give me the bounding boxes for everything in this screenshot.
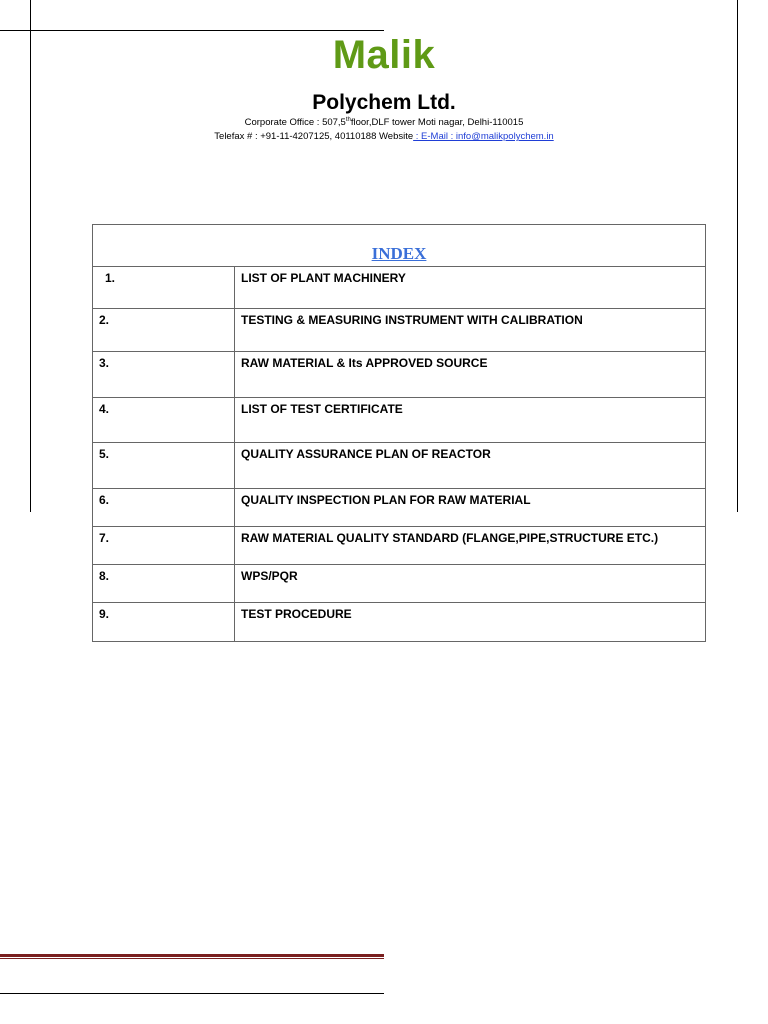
row-title: LIST OF PLANT MACHINERY <box>235 267 706 309</box>
row-number: 6. <box>93 489 235 527</box>
table-row <box>93 527 706 565</box>
footer-rule-thin <box>0 958 384 959</box>
row-number: 5. <box>93 443 235 489</box>
row-number: 8. <box>93 565 235 603</box>
table-row <box>93 565 706 603</box>
contact-line: Telefax # : +91-11-4207125, 40110188 Website : E-Mail : info@malikpolychem.in <box>214 131 554 142</box>
corporate-address: Corporate Office : 507,5thfloor,DLF tower Moti nagar, Delhi-110015 <box>244 116 524 128</box>
index-title-row <box>93 225 706 267</box>
row-title: QUALITY INSPECTION PLAN FOR RAW MATERIAL <box>235 489 706 527</box>
table-row <box>93 489 706 527</box>
brand-logo-text: Malik <box>332 33 436 77</box>
row-number: 4. <box>93 398 235 443</box>
email-link[interactable]: : E-Mail : info@malikpolychem.in <box>413 131 554 142</box>
row-title: WPS/PQR <box>235 565 706 603</box>
table-row <box>93 398 706 443</box>
company-name: Polychem Ltd. <box>312 91 456 114</box>
row-title: TESTING & MEASURING INSTRUMENT WITH CALIBRATION <box>235 309 706 352</box>
address-block <box>0 116 768 144</box>
index-table <box>92 224 706 642</box>
row-number: 2. <box>93 309 235 352</box>
index-heading: INDEX <box>371 244 427 263</box>
header-rule <box>0 30 384 31</box>
row-number: 7. <box>93 527 235 565</box>
row-number: 9. <box>93 603 235 642</box>
row-title: RAW MATERIAL & Its APPROVED SOURCE <box>235 352 706 398</box>
row-number: 1. <box>93 267 235 309</box>
table-row <box>93 267 706 309</box>
row-title: QUALITY ASSURANCE PLAN OF REACTOR <box>235 443 706 489</box>
footer-rule-thick <box>0 954 384 957</box>
table-row <box>93 443 706 489</box>
row-title: LIST OF TEST CERTIFICATE <box>235 398 706 443</box>
row-title: TEST PROCEDURE <box>235 603 706 642</box>
footer-rule-bottom <box>0 993 384 994</box>
table-row <box>93 352 706 398</box>
row-number: 3. <box>93 352 235 398</box>
table-row <box>93 603 706 642</box>
row-title: RAW MATERIAL QUALITY STANDARD (FLANGE,PIPE,STRUCTURE ETC.) <box>235 527 706 565</box>
table-row <box>93 309 706 352</box>
